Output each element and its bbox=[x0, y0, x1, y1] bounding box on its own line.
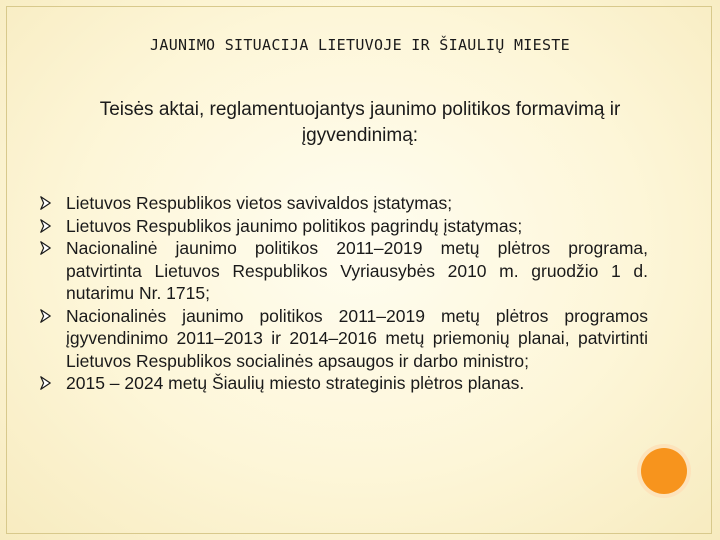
bullet-item bbox=[40, 215, 648, 238]
bullet-text: Nacionalinės jaunimo politikos 2011–2019 metų plėtros programos įgyvendinimo 2011–2013 ir 2014–2016 metų priemonių planai, patvirtinti Lietuvos Respublikos socialinės apsaugos ir darbo ministro; bbox=[66, 305, 648, 371]
arrowhead-bullet-icon bbox=[40, 376, 51, 390]
bullet-item bbox=[40, 372, 648, 395]
bullet-item bbox=[40, 237, 648, 305]
arrowhead-bullet-icon bbox=[40, 241, 51, 255]
bullet-text: 2015 – 2024 metų Šiaulių miesto strateginis plėtros planas. bbox=[66, 373, 525, 393]
bullet-text: Lietuvos Respublikos vietos savivaldos įstatymas; bbox=[66, 193, 453, 213]
bullet-list bbox=[40, 192, 648, 395]
arrowhead-bullet-icon bbox=[40, 196, 51, 210]
arrowhead-bullet-icon bbox=[40, 309, 51, 323]
bullet-item bbox=[40, 305, 648, 373]
arrowhead-bullet-icon bbox=[40, 219, 51, 233]
accent-circle bbox=[641, 448, 687, 494]
bullet-text: Lietuvos Respublikos jaunimo politikos pagrindų įstatymas; bbox=[66, 215, 523, 236]
bullet-text: Nacionalinė jaunimo politikos 2011–2019 metų plėtros programa, patvirtinta Lietuvos Respublikos Vyriausybės 2010 m. gruodžio 1 d. nutarimu Nr. 1715; bbox=[66, 238, 648, 303]
slide-subtitle: Teisės aktai, reglamentuojantys jaunimo politikos formavimą ir įgyvendinimą: bbox=[99, 99, 621, 146]
bullet-item bbox=[40, 192, 648, 215]
slide-title: JAUNIMO SITUACIJA LIETUVOJE IR ŠIAULIŲ MIESTE bbox=[150, 36, 570, 54]
